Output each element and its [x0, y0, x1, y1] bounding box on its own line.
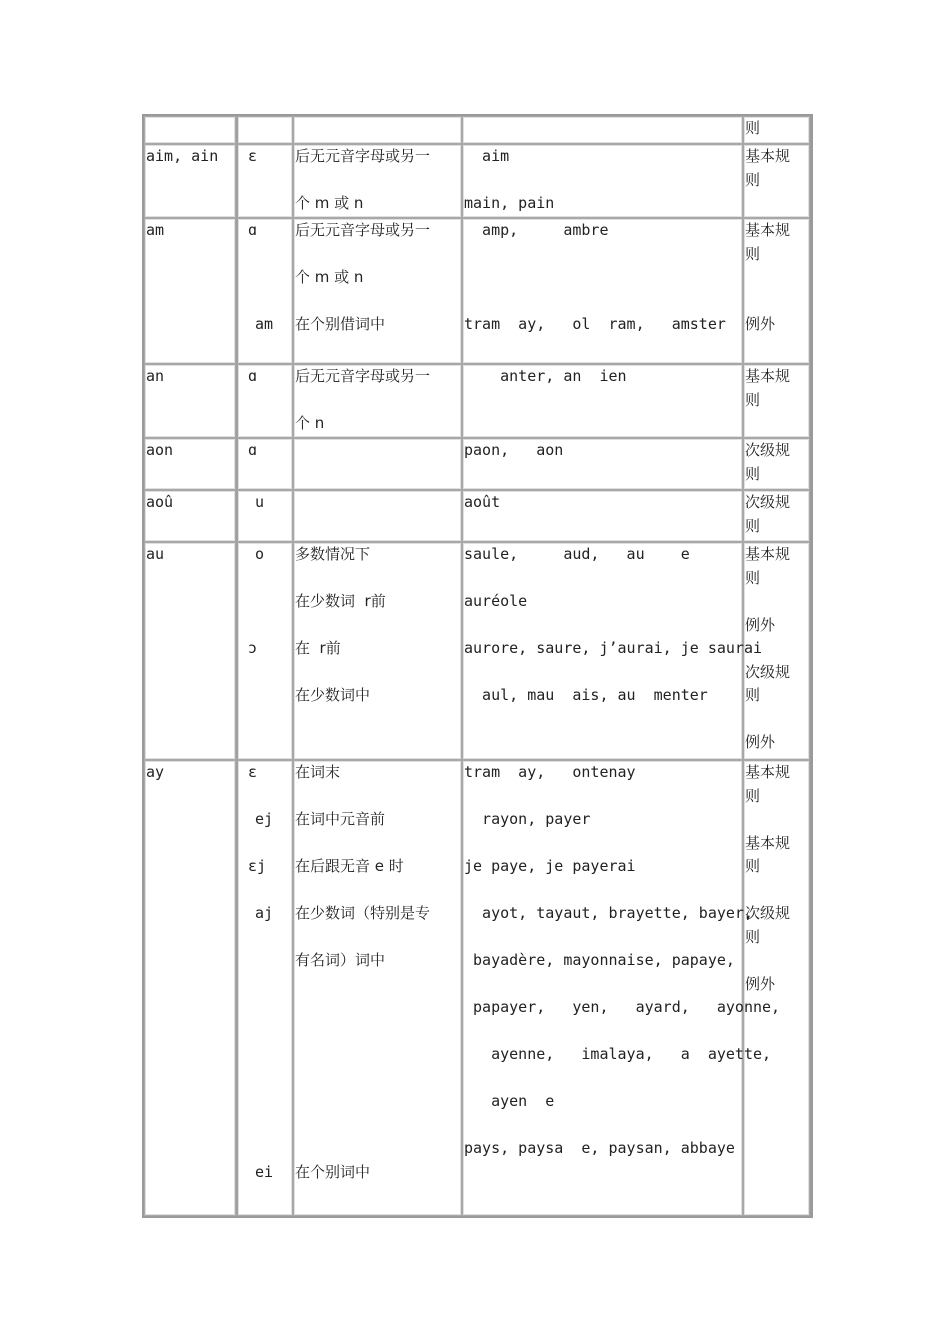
sound-cell	[236, 116, 293, 144]
letters-cell: an	[144, 364, 236, 438]
condition-cell: 在词末 在词中元音前 在后跟无音 e 时 在少数词（特别是专 有名词）词中 在个别词中	[293, 760, 462, 1216]
sound-cell: ɛ	[236, 144, 293, 218]
rule-type-cell: 基本规 则 例外 次级规 则 例外	[743, 542, 810, 760]
letters-cell: aoû	[144, 490, 236, 542]
rule-type-cell: 则	[743, 116, 810, 144]
table-row	[144, 144, 810, 218]
rule-type-cell: 次级规 则	[743, 438, 810, 490]
letters-cell: aim, ain	[144, 144, 236, 218]
sound-cell: ɑ	[236, 364, 293, 438]
example-cell: paon, aon	[462, 438, 743, 490]
table-row	[144, 116, 810, 144]
sound-cell: ɑ	[236, 438, 293, 490]
rule-type-cell: 基本规 则 例外	[743, 218, 810, 364]
rule-type-cell: 基本规 则	[743, 144, 810, 218]
table-row	[144, 438, 810, 490]
pronunciation-rules-table	[142, 114, 813, 1218]
condition-cell	[293, 116, 462, 144]
condition-cell: 后无元音字母或另一 个 n	[293, 364, 462, 438]
table-row	[144, 364, 810, 438]
example-cell: aim main, pain	[462, 144, 743, 218]
condition-cell: 后无元音字母或另一 个 m 或 n 在个别借词中	[293, 218, 462, 364]
table-row	[144, 542, 810, 760]
table-row	[144, 490, 810, 542]
example-cell: saule, aud, au e auréole aurore, saure, j’aurai, je saurai aul, mau ais, au menter	[462, 542, 743, 760]
example-cell: anter, an ien	[462, 364, 743, 438]
rule-type-cell: 基本规 则	[743, 364, 810, 438]
condition-cell	[293, 490, 462, 542]
example-cell: amp, ambre tram ay, ol ram, amster	[462, 218, 743, 364]
rule-type-cell: 次级规 则	[743, 490, 810, 542]
sound-cell: o ɔ	[236, 542, 293, 760]
rule-type-cell: 基本规 则 基本规 则 次级规 则 例外	[743, 760, 810, 1216]
example-cell: tram ay, ontenay rayon, payer je paye, je payerai ayot, tayaut, brayette, bayer, bayadère, mayonnaise, papaye, papayer, yen, ayard, ayonne, ayenne, imalaya, a ayette, ayen e pays, paysa e, paysan, abbaye	[462, 760, 743, 1216]
letters-cell: am	[144, 218, 236, 364]
condition-cell: 多数情况下 在少数词 r前 在 r前 在少数词中	[293, 542, 462, 760]
letters-cell	[144, 116, 236, 144]
letters-cell: ay	[144, 760, 236, 1216]
example-cell	[462, 116, 743, 144]
table-row	[144, 218, 810, 364]
condition-cell	[293, 438, 462, 490]
table-row	[144, 760, 810, 1216]
sound-cell: u	[236, 490, 293, 542]
condition-cell: 后无元音字母或另一 个 m 或 n	[293, 144, 462, 218]
sound-cell: ɛ ej ɛj aj ei	[236, 760, 293, 1216]
sound-cell: ɑ am	[236, 218, 293, 364]
letters-cell: aon	[144, 438, 236, 490]
example-cell: août	[462, 490, 743, 542]
letters-cell: au	[144, 542, 236, 760]
